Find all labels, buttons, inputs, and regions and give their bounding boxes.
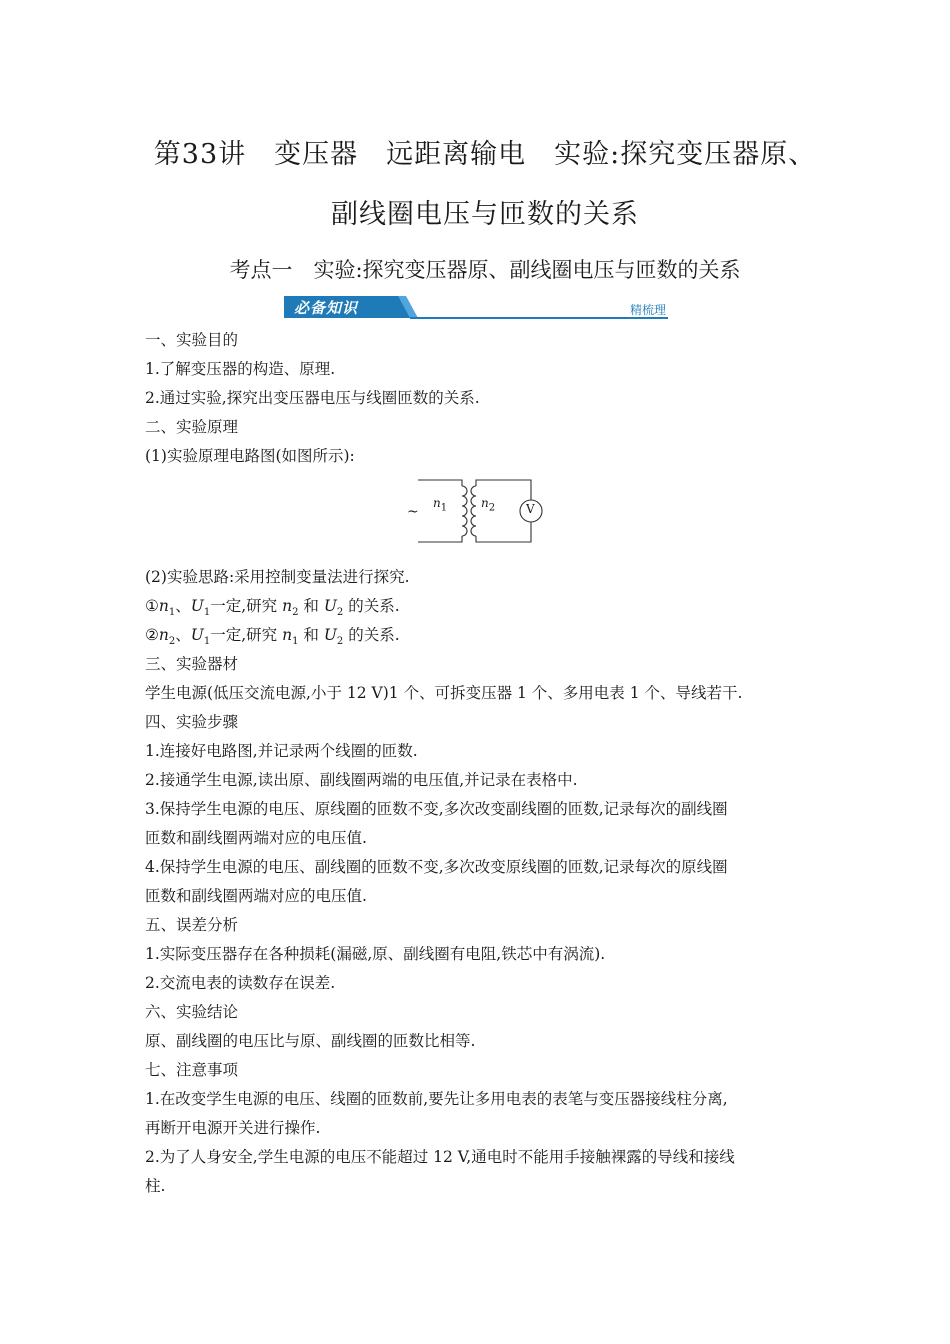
text: 和	[298, 597, 324, 615]
section-subtitle: 考点一 实验:探究变压器原、副线圈电压与匝数的关系	[229, 258, 741, 282]
var-sub: 1	[203, 636, 211, 648]
list-item-continuation: 匝数和副线圈两端对应的电压值.	[145, 829, 367, 847]
voltmeter-label: V	[526, 502, 535, 516]
text: 一定,研究	[210, 626, 283, 644]
secondary-coil-sub: 2	[488, 502, 496, 514]
var-sub: 1	[168, 607, 176, 619]
list-item-continuation: 匝数和副线圈两端对应的电压值.	[145, 887, 367, 905]
section-heading-error: 五、误差分析	[145, 916, 239, 934]
section-heading-notes: 七、注意事项	[145, 1061, 239, 1079]
var-n: n	[282, 626, 293, 644]
primary-coil-label	[433, 496, 447, 513]
var-n: n	[282, 597, 293, 615]
circle-number: ①	[145, 597, 159, 615]
var-u: U	[190, 626, 204, 644]
var-sub: 2	[336, 607, 344, 619]
list-item: 2.通过实验,探究出变压器电压与线圈匝数的关系.	[145, 389, 480, 407]
circuit-diagram	[145, 471, 810, 563]
var-sub: 2	[168, 636, 176, 648]
section-heading-purpose: 一、实验目的	[145, 331, 239, 349]
text: 一定,研究	[210, 597, 283, 615]
var-sub: 1	[203, 607, 211, 619]
secondary-coil-label	[481, 496, 495, 513]
var-u: U	[190, 597, 204, 615]
knowledge-banner	[284, 296, 668, 320]
list-item: 1.了解变压器的构造、原理.	[145, 360, 336, 378]
var-u: U	[323, 626, 337, 644]
separator: 、	[175, 626, 191, 644]
principle-text: (2)实验思路:采用控制变量法进行探究.	[145, 568, 410, 586]
conclusion-text: 原、副线圈的电压比与原、副线圈的匝数比相等.	[145, 1032, 476, 1050]
primary-coil-var: n	[433, 496, 441, 510]
list-item: 2.为了人身安全,学生电源的电压不能超过 12 V,通电时不能用手接触裸露的导线和接线	[145, 1148, 735, 1166]
page-title-line2: 副线圈电压与匝数的关系	[331, 199, 639, 230]
separator: 、	[175, 597, 191, 615]
list-item: 1.连接好电路图,并记录两个线圈的匝数.	[145, 742, 418, 760]
list-item-continuation: 再断开电源开关进行操作.	[145, 1119, 321, 1137]
list-item-continuation: 柱.	[145, 1177, 166, 1195]
var-n: n	[158, 626, 169, 644]
var-sub: 2	[292, 607, 299, 619]
list-item: 2.接通学生电源,读出原、副线圈两端的电压值,并记录在表格中.	[145, 771, 578, 789]
condition-line-1	[145, 592, 810, 621]
circle-number: ②	[145, 626, 159, 644]
text: 的关系.	[343, 597, 400, 615]
text: 的关系.	[343, 626, 400, 644]
section-heading-steps: 四、实验步骤	[145, 713, 239, 731]
text: 和	[298, 626, 324, 644]
equipment-text: 学生电源(低压交流电源,小于 12 V)1 个、可拆变压器 1 个、多用电表 1 个、导线若干.	[145, 684, 743, 702]
section-heading-conclusion: 六、实验结论	[145, 1003, 239, 1021]
section-heading-principle: 二、实验原理	[145, 418, 239, 436]
var-sub: 1	[292, 636, 299, 648]
var-u: U	[323, 597, 337, 615]
primary-coil-sub: 1	[440, 502, 448, 514]
principle-text: (1)实验原理电路图(如图所示):	[145, 447, 355, 465]
section-heading-equipment: 三、实验器材	[145, 655, 239, 673]
list-item: 3.保持学生电源的电压、原线圈的匝数不变,多次改变副线圈的匝数,记录每次的副线圈	[145, 800, 728, 818]
var-sub: 2	[336, 636, 344, 648]
main-content	[145, 326, 810, 1201]
banner-label: 必备知识	[294, 299, 359, 317]
list-item: 2.交流电表的读数存在误差.	[145, 974, 336, 992]
ac-source-symbol: ~	[407, 504, 419, 520]
banner-right-label: 精梳理	[629, 303, 666, 317]
page-title-line1: 第33讲 变压器 远距离输电 实验:探究变压器原、	[153, 139, 817, 170]
list-item: 1.在改变学生电源的电压、线圈的匝数前,要先让多用电表的表笔与变压器接线柱分离,	[145, 1090, 728, 1108]
secondary-coil-var: n	[481, 496, 489, 510]
condition-line-2	[145, 621, 810, 650]
list-item: 1.实际变压器存在各种损耗(漏磁,原、副线圈有电阻,铁芯中有涡流).	[145, 945, 606, 963]
list-item: 4.保持学生电源的电压、副线圈的匝数不变,多次改变原线圈的匝数,记录每次的原线圈	[145, 858, 728, 876]
var-n: n	[158, 597, 169, 615]
